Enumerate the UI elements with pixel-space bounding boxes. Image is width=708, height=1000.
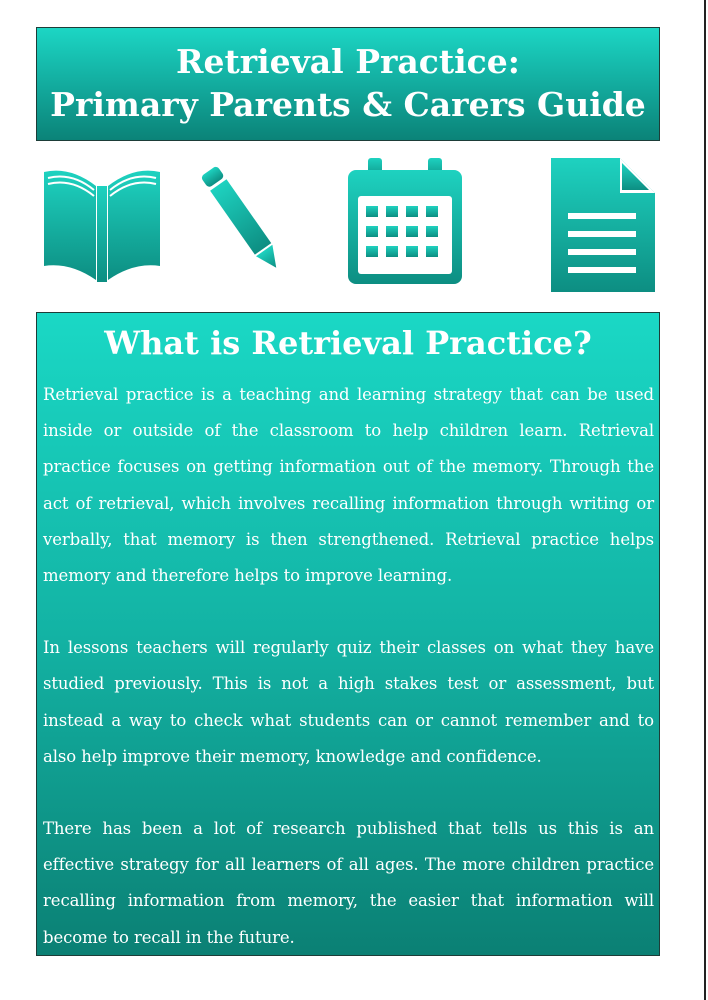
pencil-icon bbox=[198, 166, 288, 284]
content-panel bbox=[36, 312, 660, 956]
title-line-1: Retrieval Practice: bbox=[176, 42, 520, 81]
page-edge-line bbox=[704, 0, 706, 1000]
calendar-icon bbox=[346, 156, 464, 286]
document-icon bbox=[550, 157, 656, 293]
paragraph-2: In lessons teachers will regularly quiz their classes on what they have studied previously. This is not a high stakes test or assessment, but instead a way to check what students can or cannot remember and to also help improve their memory, knowledge and confidence. bbox=[43, 638, 654, 766]
section-heading: What is Retrieval Practice? bbox=[104, 324, 592, 362]
paragraph-1: Retrieval practice is a teaching and learning strategy that can be used inside or outside of the classroom to help children learn. Retrieval practice focuses on getting information out of the memory. Through the act of retrieval, which involves recalling information through writing or verbally, that memory is then strengthened. Retrieval practice helps memory and therefore helps to improve learning. bbox=[43, 385, 654, 586]
book-icon bbox=[40, 166, 164, 282]
title-line-2: Primary Parents & Carers Guide bbox=[50, 85, 646, 124]
title-banner bbox=[36, 27, 660, 141]
paragraph-3: There has been a lot of research published that tells us this is an effective strategy for all learners of all ages. The more children practice recalling information from memory, the easier that information will become to recall in the future. bbox=[43, 819, 654, 947]
